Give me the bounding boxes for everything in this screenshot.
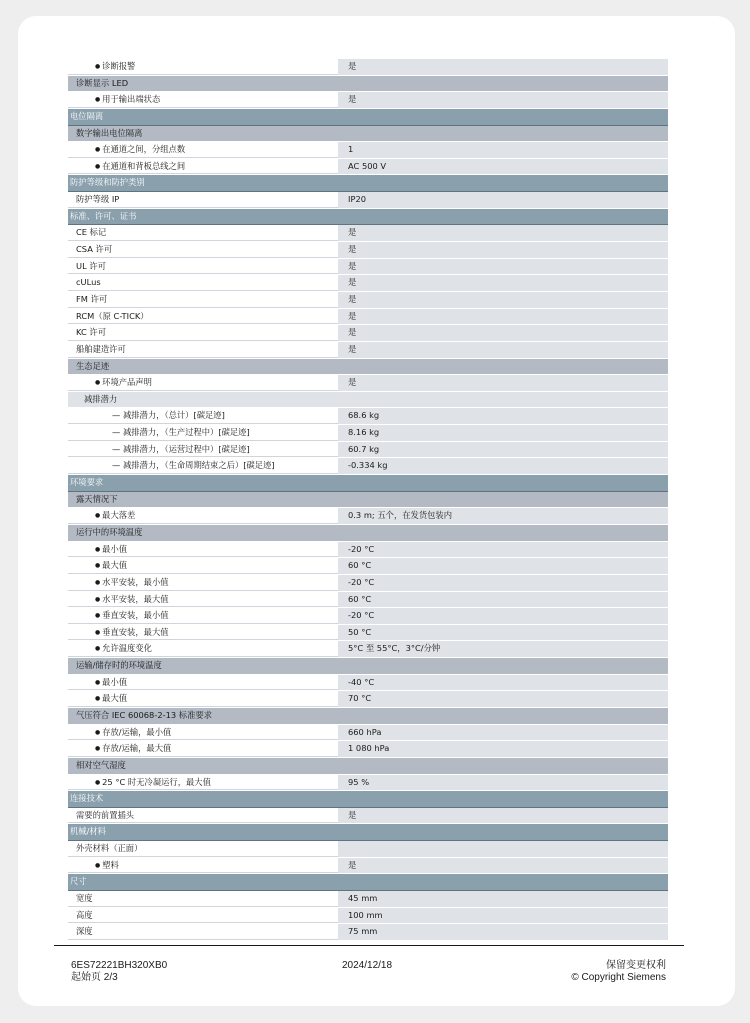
spec-row — [68, 741, 668, 758]
spec-label — [68, 908, 338, 924]
spec-row — [68, 159, 668, 176]
spec-row — [68, 375, 668, 392]
spec-row — [68, 641, 668, 658]
spec-row — [68, 292, 668, 309]
article-number: 6ES72221BH320XB0 — [71, 960, 168, 971]
spec-row — [68, 242, 668, 259]
spec-value — [338, 791, 668, 807]
spec-label-text: — 减排潜力，（生产过程中）[碳足迹] — [112, 427, 250, 437]
spec-label-text: CSA 许可 — [76, 244, 113, 255]
spec-label — [68, 342, 338, 358]
spec-label-text: ● 允许温度变化 — [95, 643, 152, 653]
spec-label — [68, 408, 338, 424]
spec-label — [68, 259, 338, 275]
spec-value: 是 — [338, 342, 668, 358]
spec-value — [338, 126, 668, 142]
spec-label-text: ● 用于输出端状态 — [95, 94, 160, 104]
spec-label — [68, 891, 338, 907]
spec-row — [68, 142, 668, 159]
spec-label — [68, 841, 338, 857]
spec-row — [68, 675, 668, 692]
spec-label-text: — 减排潜力，（总计）[碳足迹] — [112, 410, 225, 420]
spec-label — [68, 59, 338, 75]
spec-label — [68, 592, 338, 608]
spec-label-text: 机械/材料 — [70, 826, 106, 837]
spec-value: 是 — [338, 92, 668, 108]
group-row — [68, 359, 668, 376]
section-header — [68, 791, 668, 808]
spec-row — [68, 691, 668, 708]
spec-label-text: 船舶建造许可 — [76, 343, 126, 354]
spec-label-text: 露天情况下 — [76, 493, 118, 504]
spec-label-text: ● 最小值 — [95, 544, 127, 554]
spec-value: -40 °C — [338, 675, 668, 691]
spec-row — [68, 592, 668, 609]
spec-label-text: 尺寸 — [70, 876, 87, 887]
spec-label — [68, 275, 338, 291]
spec-label — [68, 475, 338, 491]
spec-label — [68, 658, 338, 674]
spec-label — [68, 575, 338, 591]
spec-label — [68, 126, 338, 142]
spec-value: 50 °C — [338, 625, 668, 641]
spec-label-text: — 减排潜力，（生命周期结束之后）[碳足迹] — [112, 460, 275, 470]
spec-row — [68, 442, 668, 459]
spec-row — [68, 858, 668, 875]
spec-value: 8.16 kg — [338, 425, 668, 441]
spec-value — [338, 708, 668, 724]
spec-label-text: 减排潜力 — [84, 393, 118, 404]
spec-value — [338, 824, 668, 840]
spec-row — [68, 408, 668, 425]
section-header — [68, 824, 668, 841]
spec-row — [68, 92, 668, 109]
copyright: © Copyright Siemens — [571, 972, 666, 983]
spec-value: -20 °C — [338, 575, 668, 591]
spec-label-text: 宽度 — [76, 893, 93, 904]
spec-value — [338, 175, 668, 191]
spec-row — [68, 342, 668, 359]
section-header — [68, 175, 668, 192]
spec-label-text: KC 许可 — [76, 327, 107, 338]
spec-value: 是 — [338, 375, 668, 391]
spec-label-text: 生态足迹 — [76, 360, 110, 371]
spec-row — [68, 225, 668, 242]
spec-row — [68, 725, 668, 742]
group-row — [68, 758, 668, 775]
spec-label-text: ● 最小值 — [95, 677, 127, 687]
spec-row — [68, 542, 668, 559]
spec-label-text: 气压符合 IEC 60068-2-13 标准要求 — [76, 709, 212, 720]
spec-label — [68, 608, 338, 624]
spec-value: 5°C 至 55°C，3°C/分钟 — [338, 641, 668, 657]
group-row — [68, 525, 668, 542]
page-number: 起始页 2/3 — [71, 972, 118, 983]
spec-label — [68, 525, 338, 541]
spec-label-text: ● 在通道和背板总线之间 — [95, 161, 185, 171]
spec-value: 是 — [338, 59, 668, 75]
spec-row — [68, 841, 668, 858]
spec-label-text: 运行中的环境温度 — [76, 526, 143, 537]
spec-value: -20 °C — [338, 608, 668, 624]
spec-row — [68, 508, 668, 525]
spec-label-text: ● 存放/运输，最大值 — [95, 743, 171, 753]
spec-label — [68, 775, 338, 791]
spec-row — [68, 309, 668, 326]
spec-label-text: 电位隔离 — [70, 110, 104, 121]
spec-value: 60 °C — [338, 558, 668, 574]
spec-value — [338, 658, 668, 674]
spec-label-text: 高度 — [76, 909, 93, 920]
spec-label — [68, 808, 338, 824]
spec-row — [68, 192, 668, 209]
spec-row — [68, 808, 668, 825]
spec-label-text: ● 在通道之间，分组点数 — [95, 144, 185, 154]
spec-label-text: 需要的前置插头 — [76, 809, 135, 820]
footer-date: 2024/12/18 — [342, 960, 393, 971]
spec-value: 660 hPa — [338, 725, 668, 741]
spec-label — [68, 292, 338, 308]
spec-value — [338, 841, 668, 857]
spec-value: 是 — [338, 242, 668, 258]
spec-value: 是 — [338, 858, 668, 874]
spec-label — [68, 242, 338, 258]
spec-label-text: FM 许可 — [76, 293, 108, 304]
spec-value: 1 — [338, 142, 668, 158]
spec-value: 95 % — [338, 775, 668, 791]
spec-label-text: — 减排潜力，（运营过程中）[碳足迹] — [112, 444, 250, 454]
spec-row — [68, 458, 668, 475]
spec-label-text: cULus — [76, 277, 101, 288]
spec-label — [68, 225, 338, 241]
spec-label-text: ● 垂直安装，最大值 — [95, 627, 169, 637]
spec-value — [338, 525, 668, 541]
spec-label-text: 防护等级 IP — [76, 194, 120, 205]
spec-row — [68, 625, 668, 642]
spec-value — [338, 492, 668, 508]
spec-label — [68, 425, 338, 441]
spec-label-text: ● 塑料 — [95, 860, 119, 870]
spec-label-text: ● 水平安装，最大值 — [95, 594, 169, 604]
spec-label-text: UL 许可 — [76, 260, 106, 271]
spec-label — [68, 874, 338, 890]
spec-row — [68, 575, 668, 592]
spec-row — [68, 275, 668, 292]
spec-label — [68, 924, 338, 940]
spec-value: 是 — [338, 292, 668, 308]
spec-label — [68, 192, 338, 208]
spec-value: 0.3 m; 五个，在发货包装内 — [338, 508, 668, 524]
spec-value: 是 — [338, 309, 668, 325]
spec-label-text: 运输/储存时的环境温度 — [76, 660, 162, 671]
spec-value: 68.6 kg — [338, 408, 668, 424]
spec-label — [68, 708, 338, 724]
spec-label — [68, 858, 338, 874]
spec-label — [68, 725, 338, 741]
spec-label-text: 防护等级和防护类别 — [70, 177, 145, 188]
spec-label — [68, 442, 338, 458]
spec-label — [68, 458, 338, 474]
spec-row — [68, 891, 668, 908]
spec-label-text: 诊断显示 LED — [76, 77, 129, 88]
spec-row — [68, 325, 668, 342]
spec-label — [68, 375, 338, 391]
spec-value: -20 °C — [338, 542, 668, 558]
spec-label-text: 标准、许可、证书 — [70, 210, 137, 221]
group-row — [68, 126, 668, 143]
spec-label-text: 数字输出电位隔离 — [76, 127, 143, 138]
spec-label — [68, 625, 338, 641]
spec-label-text: ● 最大值 — [95, 693, 127, 703]
spec-value — [338, 359, 668, 375]
spec-value: 100 mm — [338, 908, 668, 924]
spec-label — [68, 824, 338, 840]
spec-label — [68, 791, 338, 807]
spec-value: -0.334 kg — [338, 458, 668, 474]
spec-label — [68, 641, 338, 657]
group-row — [68, 76, 668, 93]
spec-label — [68, 76, 338, 92]
spec-label-text: RCM（原 C-TICK） — [76, 310, 149, 321]
spec-label-text: ● 垂直安装，最小值 — [95, 610, 169, 620]
spec-label — [68, 741, 338, 757]
spec-label — [68, 492, 338, 508]
group-row — [68, 708, 668, 725]
spec-label-text: 外壳材料（正面） — [76, 843, 143, 854]
spec-label — [68, 758, 338, 774]
section-header — [68, 109, 668, 126]
spec-label-text: ● 水平安装，最小值 — [95, 577, 169, 587]
spec-value: IP20 — [338, 192, 668, 208]
spec-label-text: ● 诊断报警 — [95, 61, 135, 71]
group-row — [68, 492, 668, 509]
spec-label-text: 相对空气湿度 — [76, 759, 126, 770]
footer-right — [571, 960, 666, 984]
spec-value — [338, 392, 668, 408]
footer-left — [71, 960, 167, 984]
spec-value — [338, 109, 668, 125]
spec-label — [68, 359, 338, 375]
spec-label-text: 连接技术 — [70, 793, 104, 804]
spec-row — [68, 558, 668, 575]
spec-row — [68, 608, 668, 625]
spec-label — [68, 542, 338, 558]
spec-row — [68, 59, 668, 76]
spec-row — [68, 259, 668, 276]
spec-value — [338, 758, 668, 774]
spec-label — [68, 508, 338, 524]
spec-value: 是 — [338, 259, 668, 275]
spec-label-text: ● 存放/运输，最小值 — [95, 727, 171, 737]
spec-value: 是 — [338, 325, 668, 341]
datasheet-page — [18, 16, 735, 1006]
spec-label — [68, 309, 338, 325]
group-row — [68, 392, 668, 409]
spec-value: 1 080 hPa — [338, 741, 668, 757]
section-header — [68, 209, 668, 226]
section-header — [68, 874, 668, 891]
rights-notice: 保留变更权利 — [606, 960, 666, 971]
spec-label-text: ● 最大落差 — [95, 510, 135, 520]
spec-label — [68, 142, 338, 158]
spec-label — [68, 392, 338, 408]
spec-label-text: 环境要求 — [70, 477, 104, 488]
spec-value: 75 mm — [338, 924, 668, 940]
spec-value: 是 — [338, 225, 668, 241]
spec-value: 60.7 kg — [338, 442, 668, 458]
spec-label-text: 深度 — [76, 926, 93, 937]
spec-value: 70 °C — [338, 691, 668, 707]
spec-label — [68, 558, 338, 574]
footer-divider — [54, 945, 684, 946]
spec-value: 60 °C — [338, 592, 668, 608]
spec-label — [68, 675, 338, 691]
spec-value: 45 mm — [338, 891, 668, 907]
spec-value — [338, 475, 668, 491]
spec-value — [338, 76, 668, 92]
spec-label — [68, 159, 338, 175]
spec-value: AC 500 V — [338, 159, 668, 175]
spec-value — [338, 209, 668, 225]
spec-label — [68, 325, 338, 341]
spec-value: 是 — [338, 808, 668, 824]
spec-label-text: ● 环境产品声明 — [95, 377, 152, 387]
spec-row — [68, 775, 668, 792]
spec-label-text: ● 最大值 — [95, 560, 127, 570]
group-row — [68, 658, 668, 675]
spec-value — [338, 874, 668, 890]
spec-table — [68, 58, 668, 941]
spec-row — [68, 924, 668, 941]
spec-value: 是 — [338, 275, 668, 291]
spec-label-text: CE 标记 — [76, 227, 107, 238]
spec-label — [68, 109, 338, 125]
spec-label — [68, 175, 338, 191]
spec-label — [68, 92, 338, 108]
spec-label-text: ● 25 °C 时无冷凝运行，最大值 — [95, 777, 211, 787]
section-header — [68, 475, 668, 492]
spec-row — [68, 425, 668, 442]
spec-label — [68, 691, 338, 707]
spec-row — [68, 908, 668, 925]
spec-label — [68, 209, 338, 225]
